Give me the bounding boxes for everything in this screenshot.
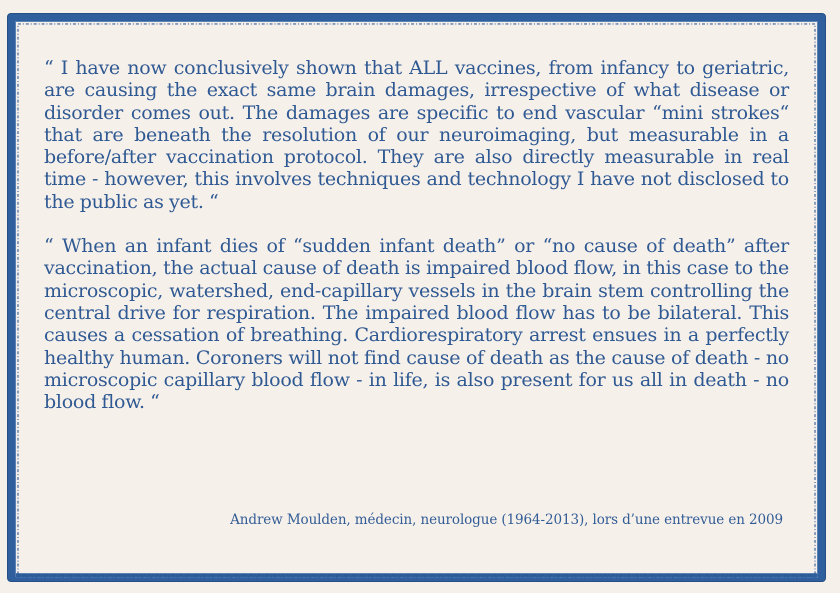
quote-paragraph-2: “ When an infant dies of “sudden infant death” or “no cause of death” after vaccination, the actual cause of death is impaired blood flow, in this case to the microscopic, watershed, end-capillary vessels in the brain stem controlling the central drive for respiration. The impaired blood flow has to be bilateral. This causes a cessation of breathing. Cardiorespiratory arrest ensues in a perfectly healthy human. Coroners will not find cause of death as the cause of death - no microscopic capillary blood flow - in life, is also present for us all in death - no blood flow. “ — [44, 235, 789, 414]
quote-content — [44, 57, 789, 413]
quote-attribution: Andrew Moulden, médecin, neurologue (1964-2013), lors d’une entrevue en 2009 — [230, 512, 783, 528]
quote-paragraph-1: “ I have now conclusively shown that ALL vaccines, from infancy to geriatric, are causing the exact same brain damages, irrespective of what disease or disorder comes out. The damages are specific to end vascular “mini strokes“ that are beneath the resolution of our neuroimaging, but measurable in a before/after vaccination protocol. They are also directly measurable in real time - however, this involves techniques and technology I have not disclosed to the public as yet. “ — [44, 57, 789, 213]
